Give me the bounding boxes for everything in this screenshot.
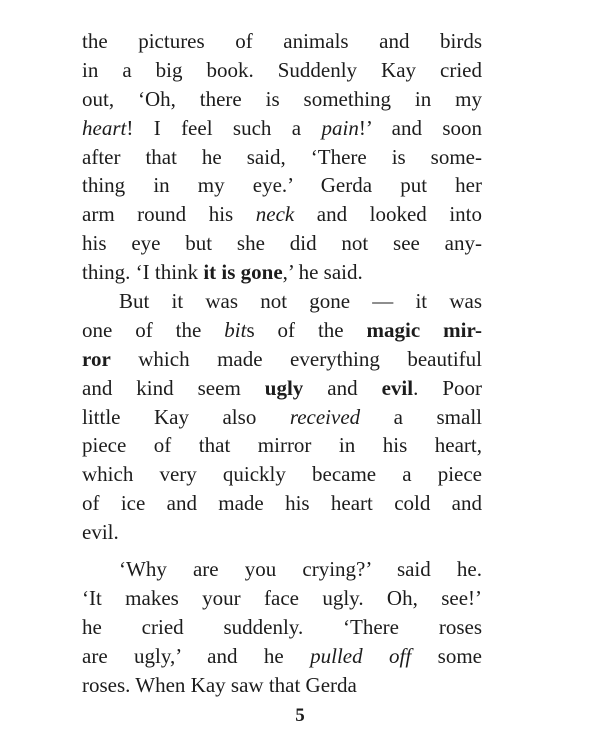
- text-segment: one of the: [82, 317, 225, 342]
- bold-text: it is gone: [203, 260, 283, 285]
- paragraph: [82, 555, 482, 699]
- text-segment: the pictures of animals and birds: [82, 29, 482, 53]
- text-segment: piece of that mirror in his heart,: [82, 433, 482, 458]
- text-segment: thing. ‘I think: [82, 260, 204, 285]
- text-segment: of ice and made his heart cold and: [82, 491, 482, 516]
- text-line: [82, 258, 482, 287]
- text-segment: out, ‘Oh, there is something in my: [82, 86, 482, 111]
- bold-text: ugly: [264, 375, 304, 400]
- bold-text: evil: [381, 375, 414, 400]
- text-segment: which made everything beautiful: [110, 346, 482, 371]
- text-line: [82, 345, 482, 374]
- text-line: [82, 374, 482, 403]
- text-segment: in a big book. Suddenly Kay cried: [82, 57, 482, 82]
- text-segment: which very quickly became a piece: [82, 462, 482, 487]
- text-line: [82, 489, 482, 518]
- text-line: [82, 584, 482, 613]
- text-line: [82, 143, 482, 172]
- text-segment: arm round his: [82, 202, 256, 227]
- text-line: [82, 287, 482, 316]
- text-segment: ‘It makes your face ugly. Oh, see!’: [82, 585, 482, 610]
- text-segment: !’ and soon: [358, 115, 482, 140]
- italic-text: heart: [82, 115, 127, 140]
- text-segment: and kind seem: [82, 375, 265, 400]
- paragraph: [82, 287, 482, 547]
- bold-text: magic mir-: [366, 317, 482, 342]
- text-line: [82, 171, 482, 200]
- text-segment: ,’ he said.: [282, 260, 363, 285]
- text-segment: roses. When Kay saw that Gerda: [82, 672, 357, 697]
- text-segment: ! I feel such a: [126, 115, 322, 140]
- text-segment: are ugly,’ and he: [82, 643, 311, 668]
- text-segment: after that he said, ‘There is some-: [82, 144, 482, 169]
- text-line: [82, 671, 482, 700]
- text-line: [82, 56, 482, 85]
- text-segment: and looked into: [294, 202, 482, 227]
- text-line: [82, 114, 482, 143]
- text-line: [82, 229, 482, 258]
- text-line: [82, 555, 482, 584]
- text-line: [82, 518, 482, 547]
- text-line: [82, 85, 482, 114]
- text-line: [82, 200, 482, 229]
- text-segment: evil.: [82, 520, 119, 545]
- text-segment: some: [411, 643, 482, 668]
- text-line: [82, 460, 482, 489]
- text-segment: he cried suddenly. ‘There roses: [82, 614, 482, 639]
- italic-text: pulled off: [310, 643, 412, 668]
- text-line: [82, 27, 482, 56]
- text-segment: But it was not gone — it was: [119, 289, 482, 314]
- text-line: [82, 403, 482, 432]
- text-line: [82, 316, 482, 345]
- text-segment: s of the: [246, 317, 367, 342]
- italic-text: pain: [321, 115, 359, 140]
- italic-text: neck: [255, 202, 295, 227]
- text-segment: ‘Why are you crying?’ said he.: [119, 557, 482, 582]
- text-segment: . Poor: [413, 375, 482, 400]
- page-number: 5: [295, 705, 305, 726]
- text-line: [82, 431, 482, 460]
- text-segment: and: [303, 375, 382, 400]
- text-segment: a small: [360, 404, 482, 429]
- text-segment: thing in my eye.’ Gerda put her: [82, 173, 482, 198]
- paragraph: [82, 27, 482, 287]
- text-line: [82, 613, 482, 642]
- text-line: [82, 642, 482, 671]
- text-segment: his eye but she did not see any-: [82, 231, 482, 256]
- paragraph-gap: [82, 547, 482, 555]
- italic-text: received: [289, 404, 361, 429]
- italic-text: bit: [224, 317, 247, 342]
- text-segment: little Kay also: [82, 404, 290, 429]
- bold-text: ror: [82, 346, 111, 371]
- book-page-text: [82, 27, 482, 699]
